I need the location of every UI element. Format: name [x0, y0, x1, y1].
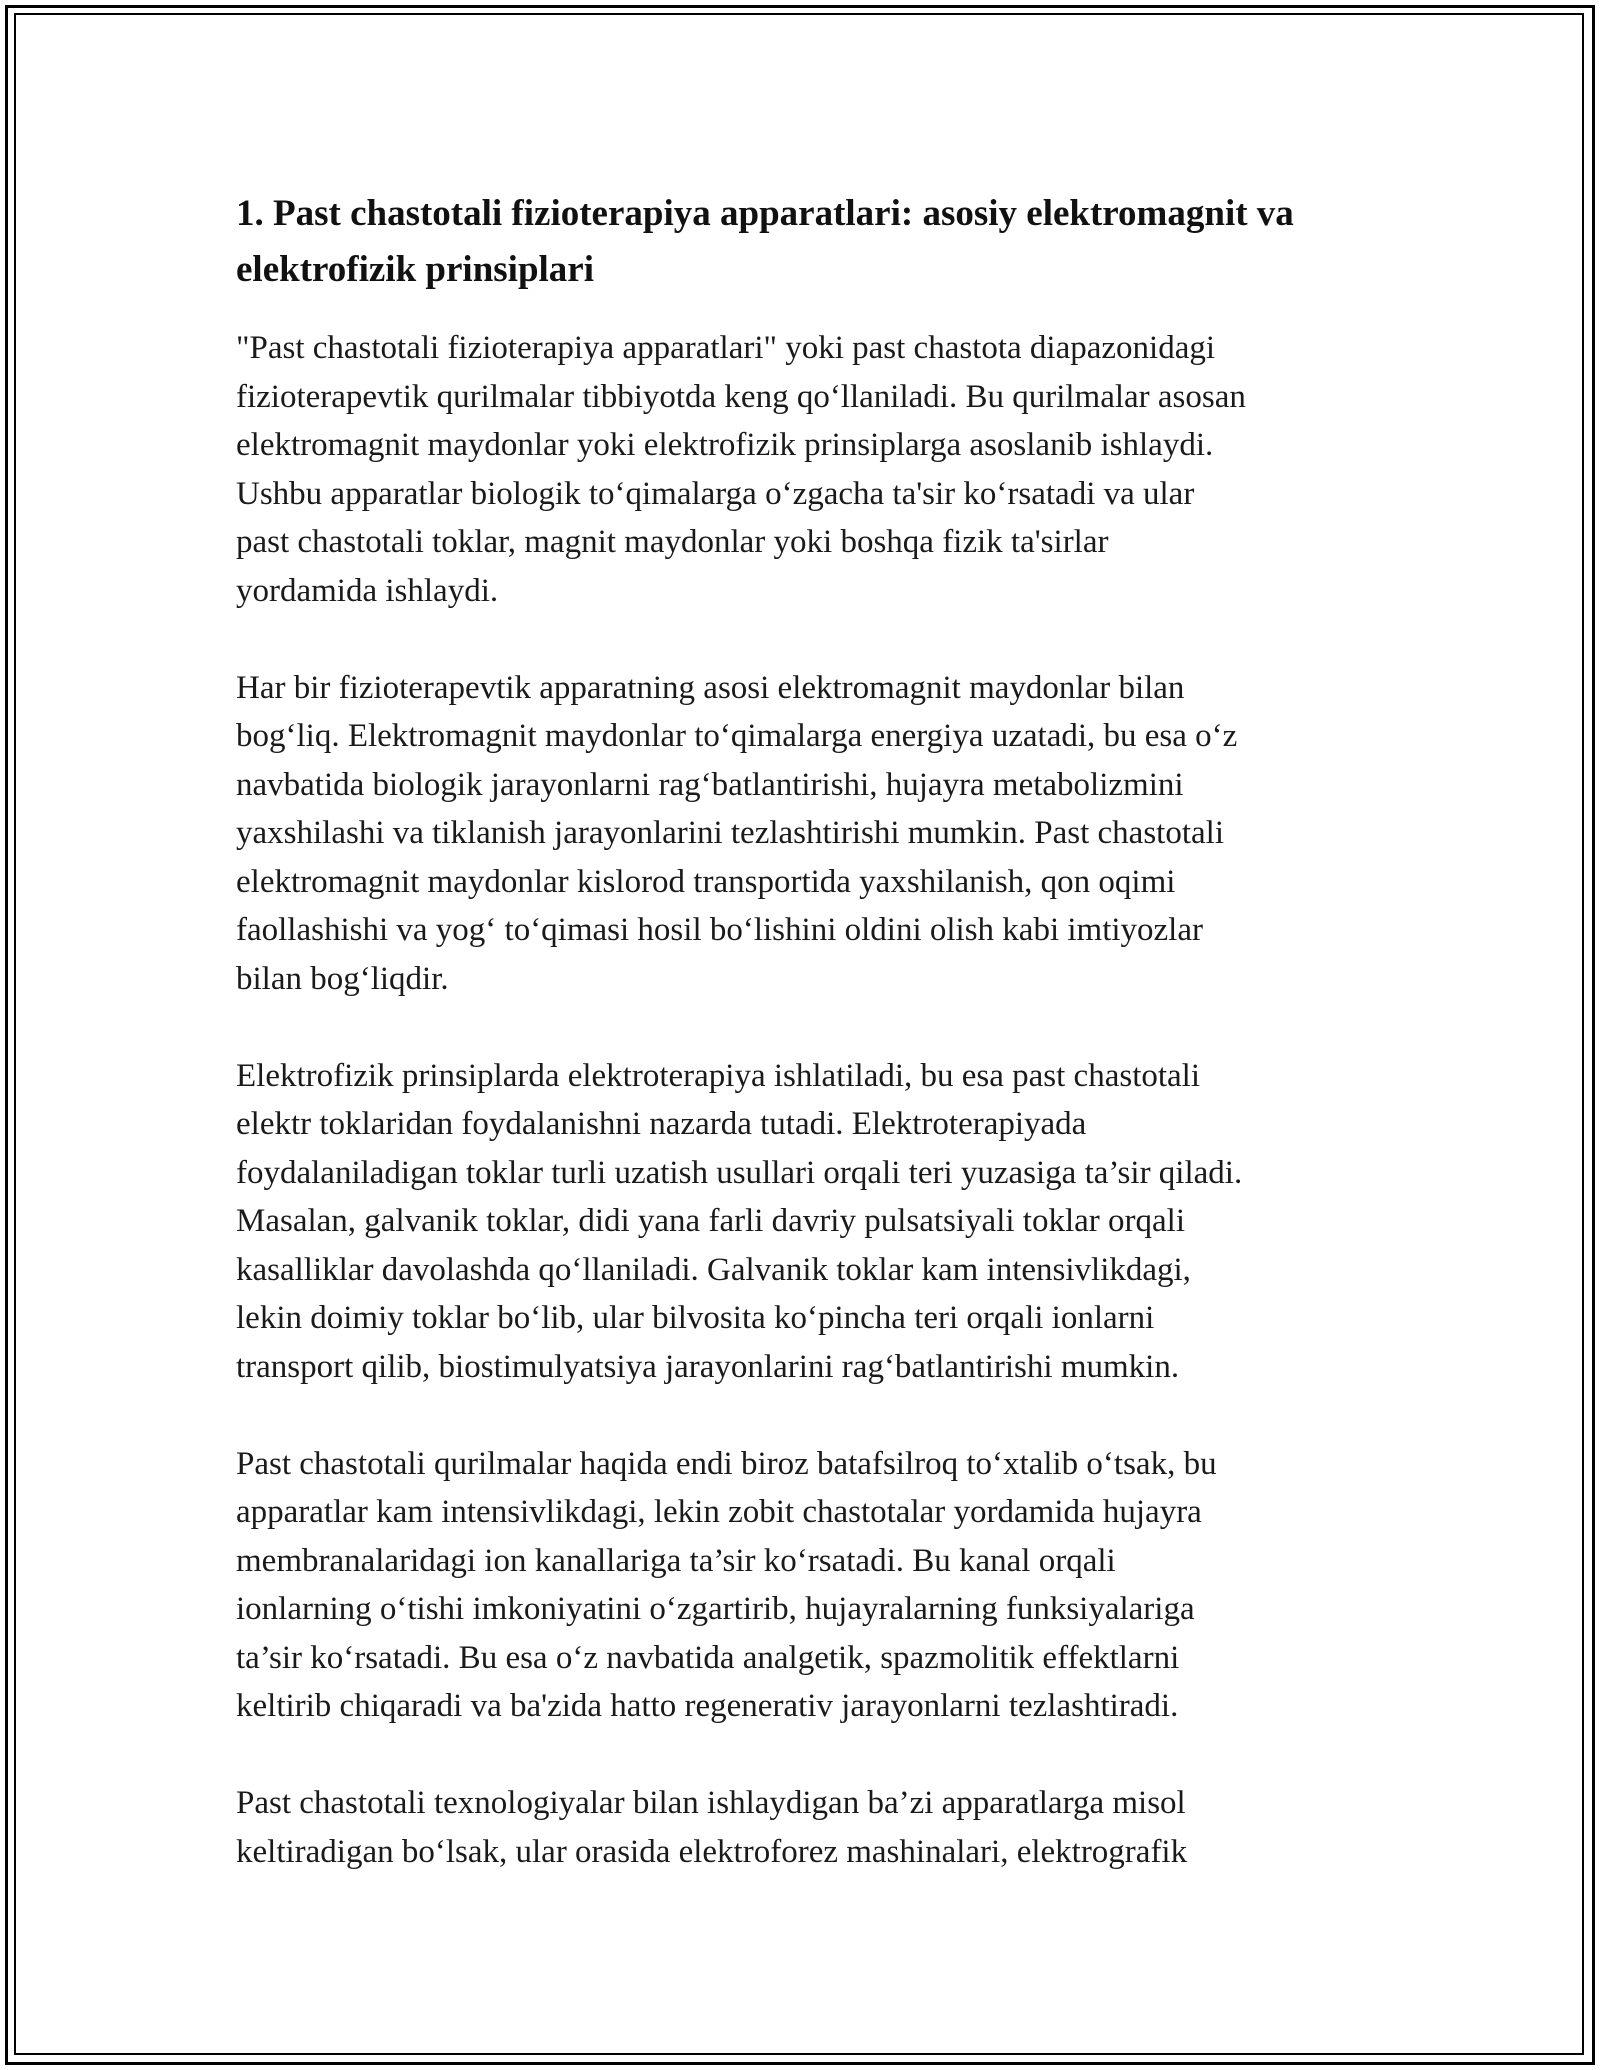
- paragraph-electromagnetic: Har bir fizioterapevtik apparatning asosi elektromagnit maydonlar bilan bog‘liq. Elektromagnit maydonlar to‘qimalarga energiya uzatadi, bu esa o‘z navbatida biologik jarayonlarni rag‘batlantirishi, hujayra metabolizmini yaxshilashi va tiklanish jarayonlarini tezlashtirishi mumkin. Past chastotali elektromagnit maydonlar kislorod transportida yaxshilanish, qon oqimi faollashishi va yog‘ to‘qimasi hosil bo‘lishini oldini olish kabi imtiyozlar bilan bog‘liqdir.: [236, 669, 1238, 997]
- section-heading: 1. Past chastotali fizioterapiya apparatlari: asosiy elektromagnit va elektrofizik prinsiplari: [236, 193, 1294, 290]
- document-body: [236, 186, 1356, 1925]
- paragraph-device-examples: Past chastotali texnologiyalar bilan ishlaydigan ba’zi apparatlarga misol keltiradigan bo‘lsak, ular orasida elektroforez mashinalari, elektrografik: [236, 1785, 1188, 1870]
- paragraph-intro: "Past chastotali fizioterapiya apparatlari" yoki past chastota diapazonidagi fizioterapevtik qurilmalar tibbiyotda keng qo‘llaniladi. Bu qurilmalar asosan elektromagnit maydonlar yoki elektrofizik prinsiplarga asoslanib ishlaydi. Ushbu apparatlar biologik to‘qimalarga o‘zgacha ta'sir ko‘rsatadi va ular past chastotali toklar, magnit maydonlar yoki boshqa fizik ta'sirlar yordamida ishlaydi.: [236, 330, 1246, 609]
- paragraph-electrophysical: Elektrofizik prinsiplarda elektroterapiya ishlatiladi, bu esa past chastotali elektr toklaridan foydalanishni nazarda tutadi. Elektroterapiyada foydalaniladigan toklar turli uzatish usullari orqali teri yuzasiga ta’sir qiladi. Masalan, galvanik toklar, didi yana farli davriy pulsatsiyali toklar orqali kasalliklar davolashda qo‘llaniladi. Galvanik toklar kam intensivlikdagi, lekin doimiy toklar bo‘lib, ular bilvosita ko‘pincha teri orqali ionlarni transport qilib, biostimulyatsiya jarayonlarini rag‘batlantirishi mumkin.: [236, 1057, 1243, 1385]
- paragraph-low-frequency-devices: Past chastotali qurilmalar haqida endi biroz batafsilroq to‘xtalib o‘tsak, bu apparatlar kam intensivlikdagi, lekin zobit chastotalar yordamida hujayra membranalaridagi ion kanallariga ta’sir ko‘rsatadi. Bu kanal orqali ionlarning o‘tishi imkoniyatini o‘zgartirib, hujayralarning funksiyalariga ta’sir ko‘rsatadi. Bu esa o‘z navbatida analgetik, spazmolitik effektlarni keltirib chiqaradi va ba'zida hatto regenerativ jarayonlarni tezlashtiradi.: [236, 1445, 1217, 1724]
